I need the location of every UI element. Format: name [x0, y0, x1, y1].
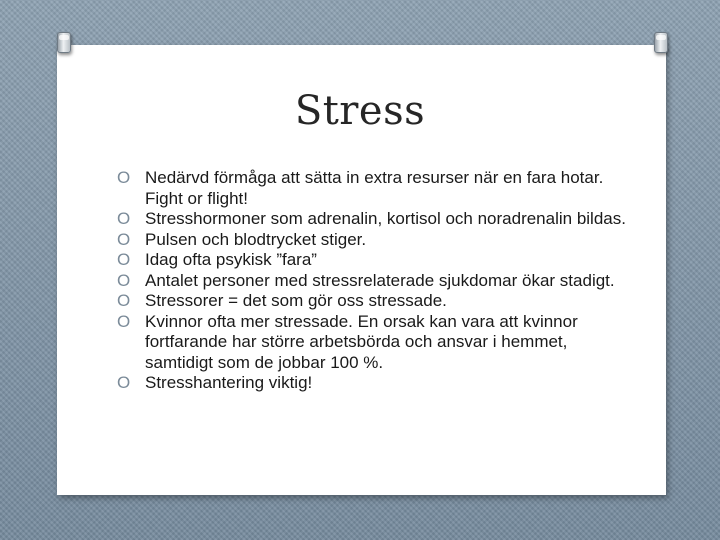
bullet-text: Kvinnor ofta mer stressade. En orsak kan vara att kvinnor fortfarande har större arbetsbörda och ansvar i hemmet, samtidigt som de jobbar 100 %.	[145, 311, 578, 372]
bullet-marker-icon: O	[117, 270, 131, 290]
bullet-text: Stresshormoner som adrenalin, kortisol och noradrenalin bildas.	[145, 209, 626, 228]
bullet-item	[117, 250, 637, 271]
bullet-item	[117, 209, 637, 230]
bullet-text: Stresshantering viktig!	[145, 373, 313, 392]
bullet-item	[117, 168, 637, 209]
bullet-marker-icon: O	[117, 311, 131, 331]
bullet-item	[117, 291, 637, 312]
bullet-marker-icon: O	[117, 250, 131, 269]
bullet-marker-icon: O	[117, 373, 131, 392]
bullet-marker-icon: O	[117, 209, 131, 228]
pin-icon	[57, 32, 71, 53]
bullet-item	[117, 230, 637, 251]
pin-icon	[654, 32, 668, 53]
bullet-item	[117, 373, 637, 394]
bullet-marker-icon: O	[117, 229, 131, 249]
bullet-item	[117, 271, 637, 292]
bullet-text: Stressorer = det som gör oss stressade.	[145, 291, 447, 310]
bullet-text: Antalet personer med stressrelaterade sjukdomar ökar stadigt.	[145, 270, 615, 290]
bullet-item	[117, 312, 637, 374]
bullet-list	[117, 168, 637, 394]
bullet-marker-icon: O	[117, 291, 131, 310]
bullet-text: Pulsen och blodtrycket stiger.	[145, 229, 367, 249]
bullet-text: Idag ofta psykisk ”fara”	[145, 250, 317, 269]
bullet-text: Nedärvd förmåga att sätta in extra resurser när en fara hotar. Fight or flight!	[145, 168, 604, 208]
bullet-marker-icon: O	[117, 168, 131, 187]
slide-title: Stress	[294, 88, 426, 134]
